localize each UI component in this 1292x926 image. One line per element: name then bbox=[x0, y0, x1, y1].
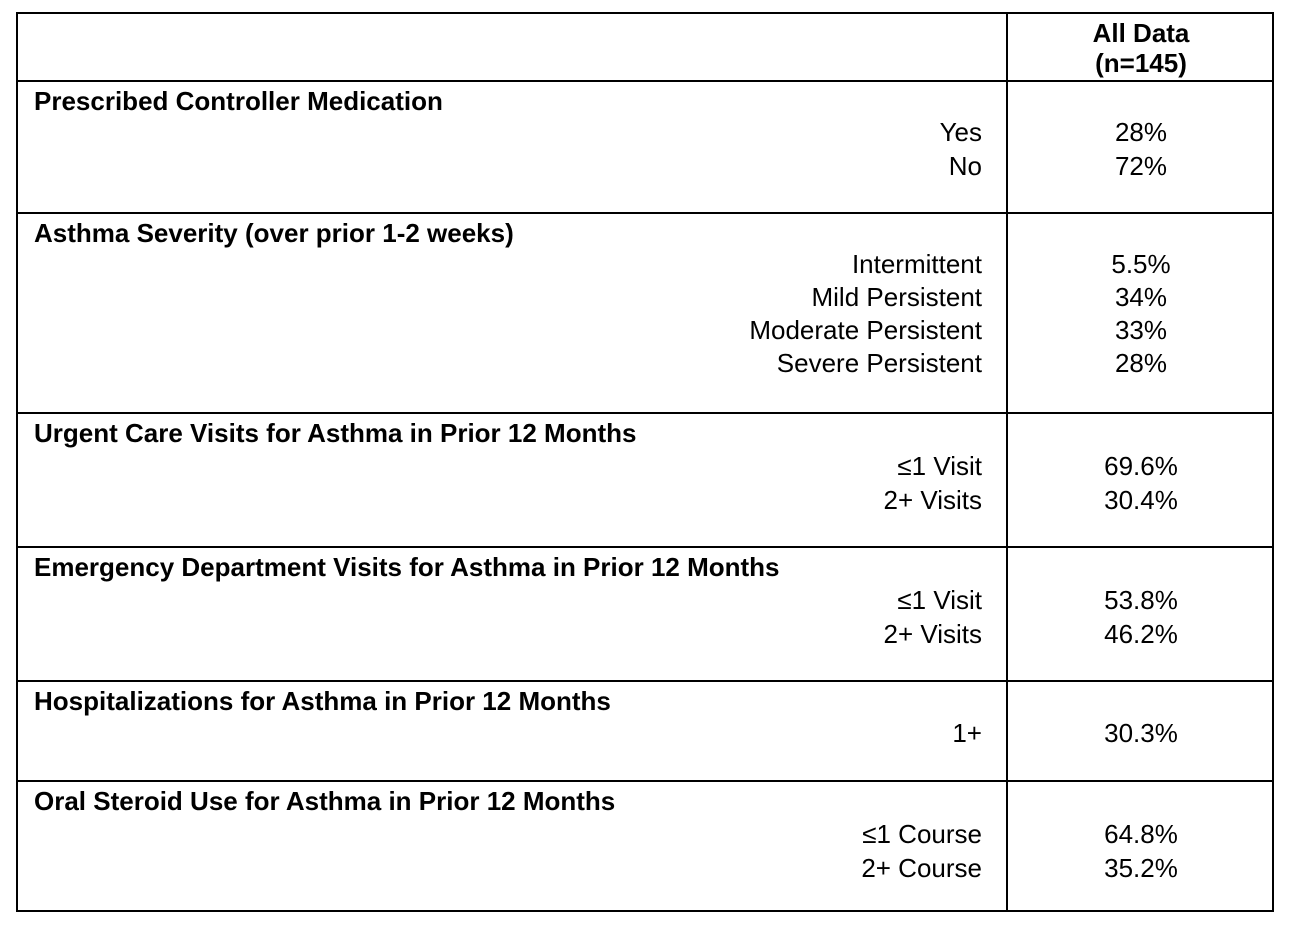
section-title-oral-steroid-use: Oral Steroid Use for Asthma in Prior 12 Months bbox=[34, 786, 616, 816]
row-value: 5.5% bbox=[1111, 249, 1171, 279]
data-table bbox=[16, 12, 1274, 912]
section-title-controller-medication: Prescribed Controller Medication bbox=[34, 86, 443, 116]
row-value: 69.6% bbox=[1104, 451, 1178, 481]
section-title-emergency-department-visits: Emergency Department Visits for Asthma in Prior 12 Months bbox=[34, 552, 780, 582]
section-divider bbox=[18, 546, 1272, 548]
row-label: ≤1 Visit bbox=[897, 451, 982, 481]
section-divider bbox=[18, 212, 1272, 214]
row-label: No bbox=[948, 151, 982, 181]
row-value: 46.2% bbox=[1104, 619, 1178, 649]
row-label: 2+ Visits bbox=[883, 619, 982, 649]
row-value: 64.8% bbox=[1104, 819, 1178, 849]
row-label: Yes bbox=[939, 117, 982, 147]
column-header-line2: (n=145) bbox=[1095, 48, 1187, 78]
section-title-hospitalizations: Hospitalizations for Asthma in Prior 12 Months bbox=[34, 686, 611, 716]
row-label: ≤1 Visit bbox=[897, 585, 982, 615]
section-divider bbox=[18, 780, 1272, 782]
row-value: 30.4% bbox=[1104, 485, 1178, 515]
section-divider bbox=[18, 412, 1272, 414]
row-label: 1+ bbox=[952, 718, 982, 748]
column-header-line1: All Data bbox=[1092, 18, 1190, 48]
column-header-all-data bbox=[1008, 18, 1274, 78]
row-value: 28% bbox=[1114, 348, 1168, 378]
row-label: 2+ Visits bbox=[883, 485, 982, 515]
row-label: Severe Persistent bbox=[776, 348, 982, 378]
row-label: ≤1 Course bbox=[862, 819, 982, 849]
section-divider bbox=[18, 680, 1272, 682]
row-label: Mild Persistent bbox=[811, 282, 982, 312]
row-value: 34% bbox=[1114, 282, 1168, 312]
row-value: 28% bbox=[1114, 117, 1168, 147]
header-divider bbox=[18, 80, 1272, 82]
section-title-asthma-severity: Asthma Severity (over prior 1-2 weeks) bbox=[34, 218, 514, 248]
row-value: 53.8% bbox=[1104, 585, 1178, 615]
section-title-urgent-care-visits: Urgent Care Visits for Asthma in Prior 12 Months bbox=[34, 418, 637, 448]
row-label: 2+ Course bbox=[861, 853, 982, 883]
row-value: 35.2% bbox=[1104, 853, 1178, 883]
row-label: Moderate Persistent bbox=[749, 315, 982, 345]
row-value: 72% bbox=[1114, 151, 1168, 181]
row-label: Intermittent bbox=[851, 249, 982, 279]
row-value: 30.3% bbox=[1104, 718, 1178, 748]
row-value: 33% bbox=[1114, 315, 1168, 345]
